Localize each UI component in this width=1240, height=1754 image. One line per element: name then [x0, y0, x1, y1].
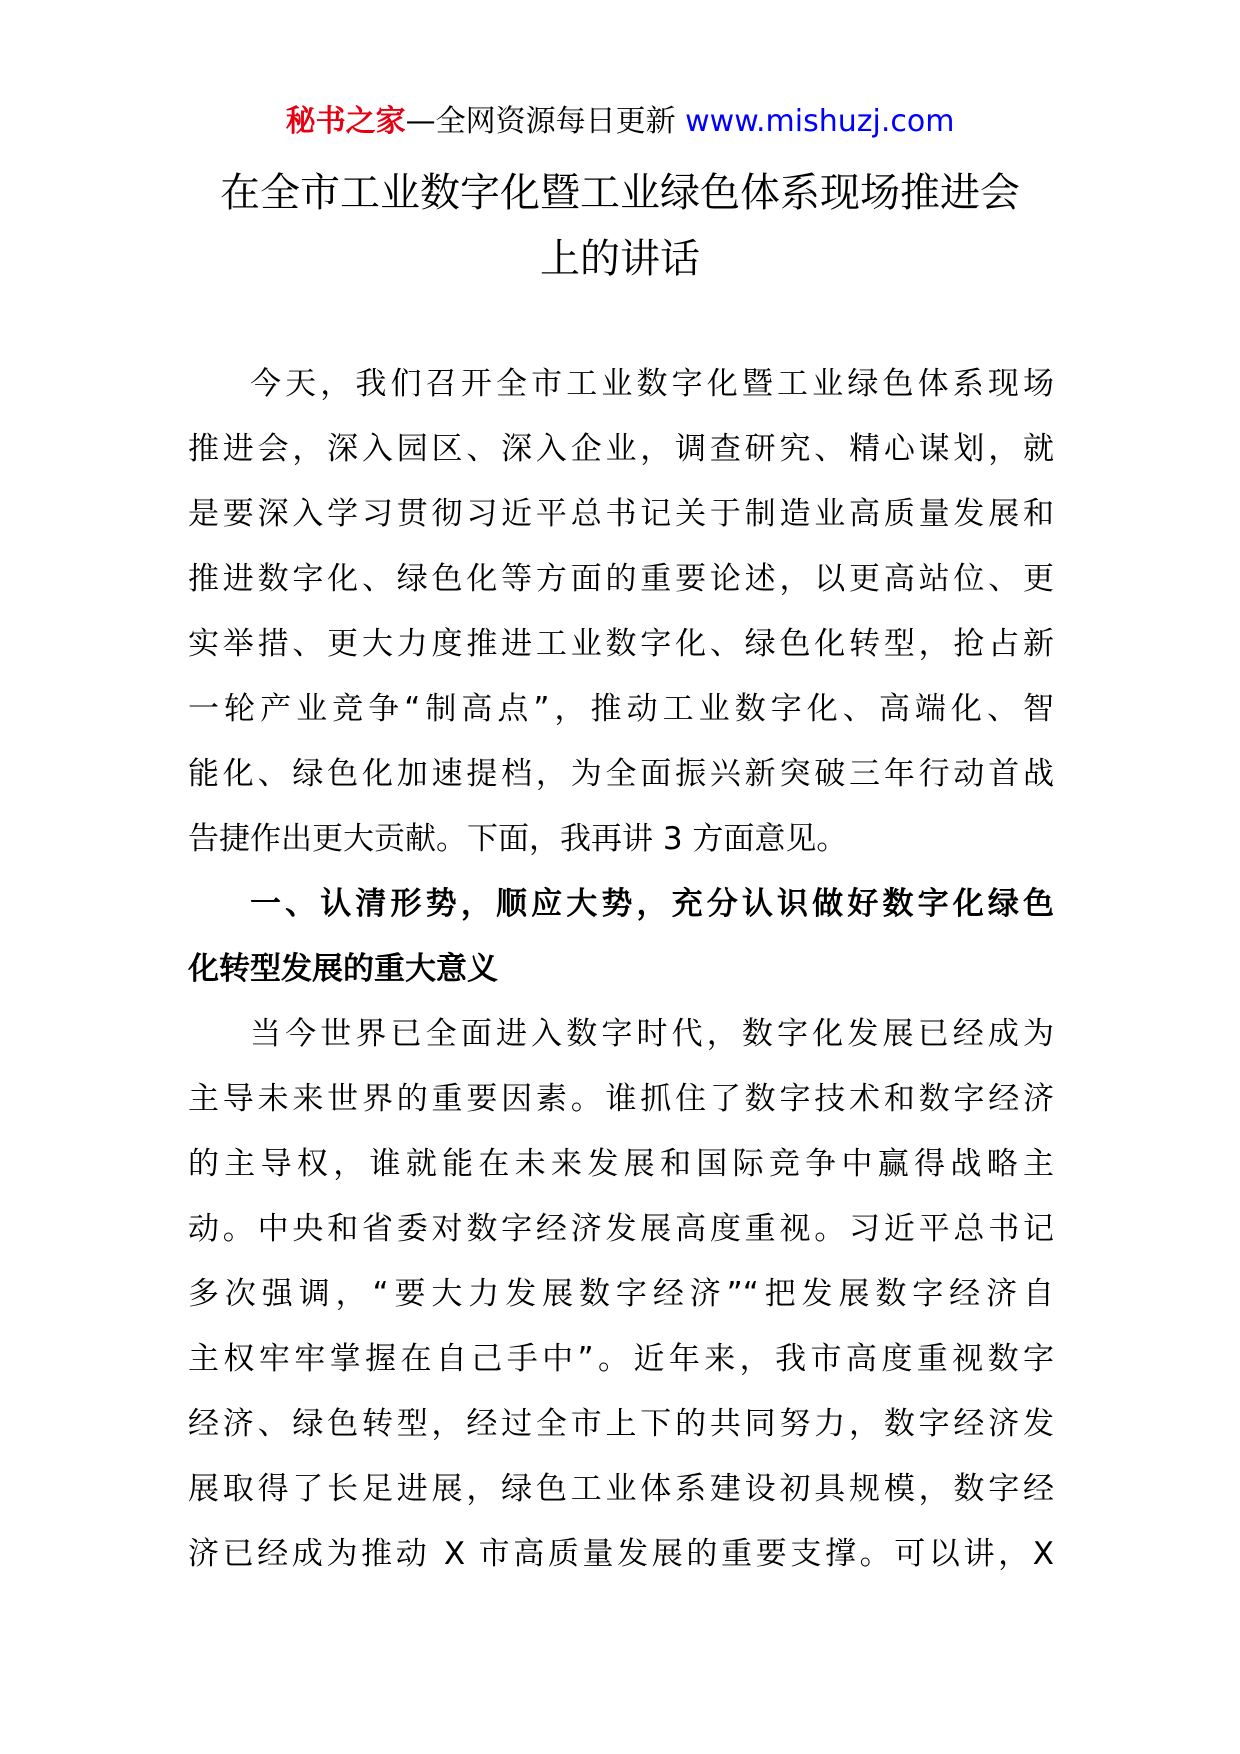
- heading-line: 化转型发展的重大意义: [188, 951, 498, 987]
- site-header: [0, 100, 1240, 144]
- text-line: 的主导权，谁就能在未来发展和国际竞争中赢得战略主: [188, 1146, 1054, 1182]
- text-line: 一轮产业竞争“制高点”，推动工业数字化、高端化、智: [188, 691, 1054, 727]
- text-line: 展取得了长足进展，绿色工业体系建设初具规模，数字经: [188, 1471, 1054, 1507]
- text-line: 当今世界已全面进入数字时代，数字化发展已经成为: [250, 1016, 1054, 1052]
- site-brand: 秘书之家: [285, 104, 406, 139]
- document-title: [150, 160, 1090, 292]
- text-line: 动。中央和省委对数字经济发展高度重视。习近平总书记: [188, 1211, 1054, 1247]
- section-heading-1: [188, 872, 1054, 1002]
- paragraph-intro: [188, 352, 1054, 872]
- text-line: 实举措、更大力度推进工业数字化、绿色化转型，抢占新: [188, 626, 1054, 662]
- text-line: 济已经成为推动 X 市高质量发展的重要支撑。可以讲，X: [188, 1536, 1054, 1572]
- title-line-2: 上的讲话: [540, 236, 700, 282]
- text-line: 能化、绿色化加速提档，为全面振兴新突破三年行动首战: [188, 756, 1054, 792]
- text-line: 多次强调，“要大力发展数字经济”“把发展数字经济自: [188, 1276, 1054, 1312]
- text-line: 主导未来世界的重要因素。谁抓住了数字技术和数字经济: [188, 1081, 1054, 1117]
- text-line: 今天，我们召开全市工业数字化暨工业绿色体系现场: [250, 366, 1054, 402]
- text-line: 主权牢牢掌握在自己手中”。近年来，我市高度重视数字: [188, 1341, 1054, 1377]
- text-line: 推进会，深入园区、深入企业，调查研究、精心谋划，就: [188, 431, 1054, 467]
- text-line: 经济、绿色转型，经过全市上下的共同努力，数字经济发: [188, 1406, 1054, 1442]
- site-url-link[interactable]: www.mishuzj.com: [685, 104, 955, 139]
- text-line: 是要深入学习贯彻习近平总书记关于制造业高质量发展和: [188, 496, 1054, 532]
- document-body: [188, 352, 1054, 1587]
- paragraph-section-1: [188, 1002, 1054, 1587]
- title-line-1: 在全市工业数字化暨工业绿色体系现场推进会: [220, 170, 1020, 216]
- heading-line: 一、认清形势，顺应大势，充分认识做好数字化绿色: [250, 886, 1054, 922]
- text-line: 告捷作出更大贡献。下面，我再讲 3 方面意见。: [188, 821, 848, 857]
- site-tagline: —全网资源每日更新: [405, 104, 686, 139]
- text-line: 推进数字化、绿色化等方面的重要论述，以更高站位、更: [188, 561, 1054, 597]
